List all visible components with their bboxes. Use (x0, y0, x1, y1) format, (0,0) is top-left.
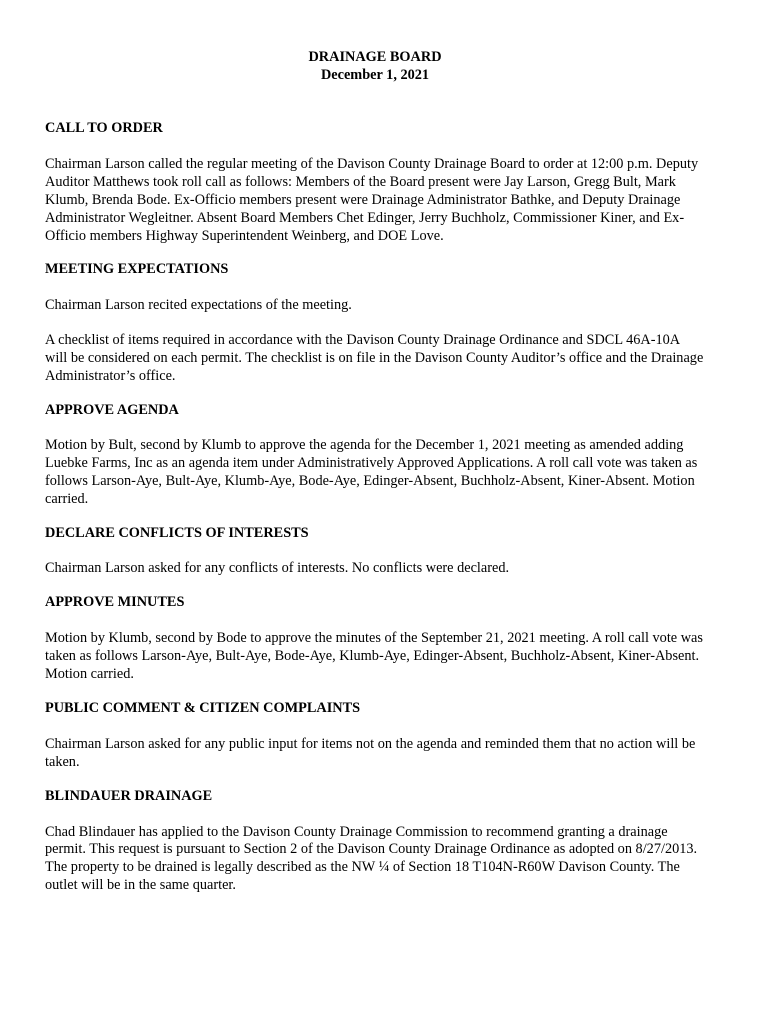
paragraph-blindauer-drainage: Chad Blindauer has applied to the Davison County Drainage Commission to recommend granting a drainage permit. This request is pursuant to Section 2 of the Davison County Drainage Ordinance as adopted on 8/27/2013. The property to be drained is legally described as the NW ¼ of Section 18 T104N-R60W Davison County. The outlet will be in the same quarter. (45, 823, 698, 894)
paragraph-approve-minutes: Motion by Klumb, second by Bode to approve the minutes of the September 21, 2021 meeting. A roll call vote was taken as follows Larson-Aye, Bult-Aye, Bode-Aye, Klumb-Aye, Edinger-Absent, Buchholz-Absent, Kiner-Absent. Motion carried. (45, 630, 703, 683)
header-spacer (45, 84, 705, 120)
document-title: DRAINAGE BOARD (308, 49, 442, 65)
section-heading-meeting-expectations: MEETING EXPECTATIONS (45, 261, 229, 278)
paragraph-approve-agenda: Motion by Bult, second by Klumb to approve the agenda for the December 1, 2021 meeting as amended adding Luebke Farms, Inc as an agenda item under Administratively Approved Applications. A roll call vote was taken as follows Larson-Aye, Bult-Aye, Klumb-Aye, Bode-Aye, Edinger-Absent, Buchholz-Absent, Kiner-Absent. Motion carried. (45, 436, 698, 507)
section-heading-approve-minutes: APPROVE MINUTES (45, 594, 185, 611)
document-header (45, 48, 705, 84)
section-heading-blindauer-drainage: BLINDAUER DRAINAGE (45, 787, 213, 804)
document-date: December 1, 2021 (320, 67, 430, 83)
paragraph-meeting-expectations-2: A checklist of items required in accordance with the Davison County Drainage Ordinance and SDCL 46A-10A will be considered on each permit. The checklist is on file in the Davison County Auditor’s office and the Drainage Administrator’s office. (45, 332, 704, 385)
paragraph-declare-conflicts: Chairman Larson asked for any conflicts of interests. No conflicts were declared. (45, 560, 510, 577)
paragraph-meeting-expectations-1: Chairman Larson recited expectations of the meeting. (45, 297, 352, 314)
section-heading-approve-agenda: APPROVE AGENDA (45, 401, 179, 418)
paragraph-call-to-order: Chairman Larson called the regular meeting of the Davison County Drainage Board to order at 12:00 p.m. Deputy Auditor Matthews took roll call as follows: Members of the Board present were Jay Larson, Gregg Bult, Mark Klumb, Brenda Bode. Ex-Officio members present were Drainage Administrator Bathke, and Deputy Drainage Administrator Wegleitner. Absent Board Members Chet Edinger, Jerry Buchholz, Commissioner Kiner, and Ex-Officio members Highway Superintendent Weinberg, and DOE Love. (45, 155, 699, 244)
document-page (45, 48, 705, 895)
section-heading-call-to-order: CALL TO ORDER (45, 120, 163, 136)
section-heading-declare-conflicts: DECLARE CONFLICTS OF INTERESTS (45, 524, 309, 541)
section-heading-public-comment: PUBLIC COMMENT & CITIZEN COMPLAINTS (45, 699, 361, 716)
paragraph-public-comment: Chairman Larson asked for any public input for items not on the agenda and reminded them that no action will be taken. (45, 735, 696, 770)
